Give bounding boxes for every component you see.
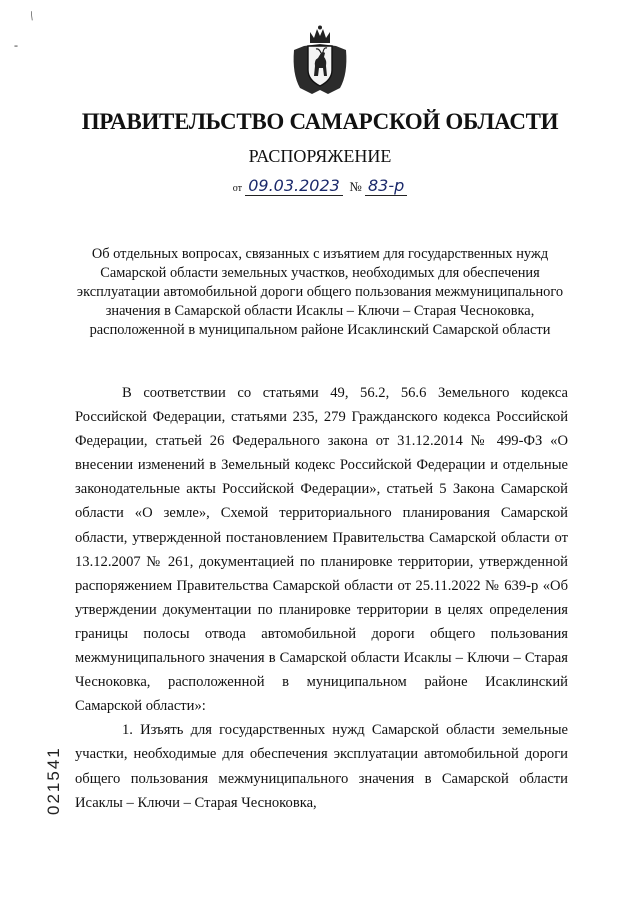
organization-title: ПРАВИТЕЛЬСТВО САМАРСКОЙ ОБЛАСТИ: [81, 109, 559, 134]
date-prefix: от: [232, 183, 242, 194]
number-value: 83-р: [367, 176, 405, 195]
side-mark: -: [14, 38, 18, 52]
document-subject: Об отдельных вопросах, связанных с изъятием для государственных нужд Самарской области земельных участков, необходимых для обеспечения эксплуатации автомобильной дороги общего пользования межмуниципального значения в Самарской области Исаклы – Ключи – Старая Чесноковка, расположенной в муниципальном районе Исаклинский Самарской области: [76, 246, 564, 338]
number-prefix: №: [349, 179, 362, 194]
date-field: [245, 176, 343, 196]
document-body: [75, 381, 568, 815]
document-type: РАСПОРЯЖЕНИЕ: [248, 146, 392, 166]
samara-coat-of-arms-icon: [290, 24, 350, 96]
item-1-paragraph: 1. Изъять для государственных нужд Самарской области земельные участки, необходимые для обеспечения эксплуатации автомобильной дороги общего пользования межмуниципального значения в Самарской области Исаклы – Ключи – Старая Чесноковка,: [75, 722, 568, 811]
date-value: 09.03.2023: [248, 176, 340, 195]
number-field: [365, 176, 407, 196]
corner-mark: /: [26, 7, 37, 24]
date-number-line: [0, 176, 640, 196]
serial-number: 021541: [44, 746, 63, 815]
preamble-paragraph: В соответствии со статьями 49, 56.2, 56.6 Земельного кодекса Российской Федерации, статьями 235, 279 Гражданского кодекса Российской Федерации, статьей 26 Федерального закона от 31.12.2014 № 499-ФЗ «О внесении изменений в Земельный кодекс Российской Федерации и отдельные законодательные акты Российской Федерации», статьей 5 Закона Самарской области «О земле», Схемой территориального планирования Самарской области, утвержденной постановлением Правительства Самарской области от 13.12.2007 № 261, документацией по планировке территории, утвержденной распоряжением Правительства Самарской области от 25.11.2022 № 639-р «Об утверждении документации по планировке территории в целях определения границы полосы отвода автомобильной дороги общего пользования межмуниципального значения в Самарской области Исаклы – Ключи – Старая Чесноковка, расположенной в муниципальном районе Исаклинский Самарской области»:: [75, 385, 568, 715]
